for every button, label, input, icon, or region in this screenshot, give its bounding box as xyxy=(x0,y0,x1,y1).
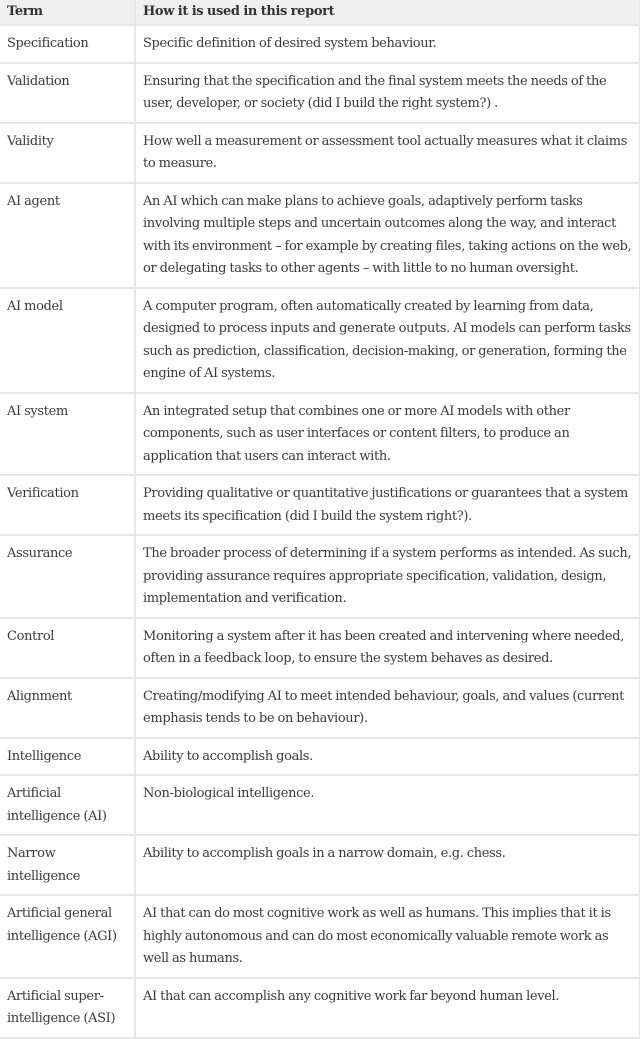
term-cell: AI model xyxy=(0,288,135,393)
table-row xyxy=(0,535,640,618)
definition-cell: AI that can do most cognitive work as well as humans. This implies that it is highly autonomous and can do most economically valuable remote work as well as humans. xyxy=(135,895,640,978)
definition-cell: Specific definition of desired system behaviour. xyxy=(135,25,640,63)
definition-cell: Ability to accomplish goals. xyxy=(135,738,640,776)
table-header-row xyxy=(0,0,640,25)
table-row xyxy=(0,678,640,738)
term-cell: Validity xyxy=(0,123,135,183)
column-header-term: Term xyxy=(0,0,135,25)
table-row xyxy=(0,738,640,776)
definition-cell: Ability to accomplish goals in a narrow domain, e.g. chess. xyxy=(135,835,640,895)
table-row xyxy=(0,775,640,835)
definition-cell: Ensuring that the specification and the final system meets the needs of the user, developer, or society (did I build the right system?) . xyxy=(135,63,640,123)
table-row xyxy=(0,835,640,895)
table-row xyxy=(0,895,640,978)
term-cell: Artificial general intelligence (AGI) xyxy=(0,895,135,978)
definition-cell: The broader process of determining if a system performs as intended. As such, providing assurance requires appropriate specification, validation, design, implementation and verification. xyxy=(135,535,640,618)
table-row xyxy=(0,63,640,123)
term-cell: Alignment xyxy=(0,678,135,738)
definition-cell: Providing qualitative or quantitative justifications or guarantees that a system meets its specification (did I build the system right?). xyxy=(135,475,640,535)
table-row xyxy=(0,618,640,678)
table-row xyxy=(0,25,640,63)
definition-cell: An integrated setup that combines one or more AI models with other components, such as user interfaces or content filters, to produce an application that users can interact with. xyxy=(135,393,640,476)
definition-cell: A computer program, often automatically created by learning from data, designed to process inputs and generate outputs. AI models can perform tasks such as prediction, classification, decision-making, or generation, forming the engine of AI systems. xyxy=(135,288,640,393)
term-cell: Specification xyxy=(0,25,135,63)
definition-cell: Creating/modifying AI to meet intended behaviour, goals, and values (current emphasis tends to be on behaviour). xyxy=(135,678,640,738)
term-cell: Control xyxy=(0,618,135,678)
term-cell: Verification xyxy=(0,475,135,535)
term-cell: Narrow intelligence xyxy=(0,835,135,895)
term-cell: Artificial intelligence (AI) xyxy=(0,775,135,835)
term-cell: Validation xyxy=(0,63,135,123)
definition-cell: Non-biological intelligence. xyxy=(135,775,640,835)
definition-cell: Monitoring a system after it has been created and intervening where needed, often in a feedback loop, to ensure the system behaves as desired. xyxy=(135,618,640,678)
table-row xyxy=(0,978,640,1038)
table-row xyxy=(0,288,640,393)
term-cell: Intelligence xyxy=(0,738,135,776)
column-header-definition: How it is used in this report xyxy=(135,0,640,25)
table-row xyxy=(0,123,640,183)
term-cell: Artificial super-intelligence (ASI) xyxy=(0,978,135,1038)
definition-cell: An AI which can make plans to achieve goals, adaptively perform tasks involving multiple steps and uncertain outcomes along the way, and interact with its environment – for example by creating files, taking actions on the web, or delegating tasks to other agents – with little to no human oversight. xyxy=(135,183,640,288)
term-cell: AI system xyxy=(0,393,135,476)
table-row xyxy=(0,393,640,476)
definition-cell: How well a measurement or assessment tool actually measures what it claims to measure. xyxy=(135,123,640,183)
term-cell: Assurance xyxy=(0,535,135,618)
term-cell: AI agent xyxy=(0,183,135,288)
table-row xyxy=(0,475,640,535)
table-row xyxy=(0,183,640,288)
definition-cell: AI that can accomplish any cognitive work far beyond human level. xyxy=(135,978,640,1038)
